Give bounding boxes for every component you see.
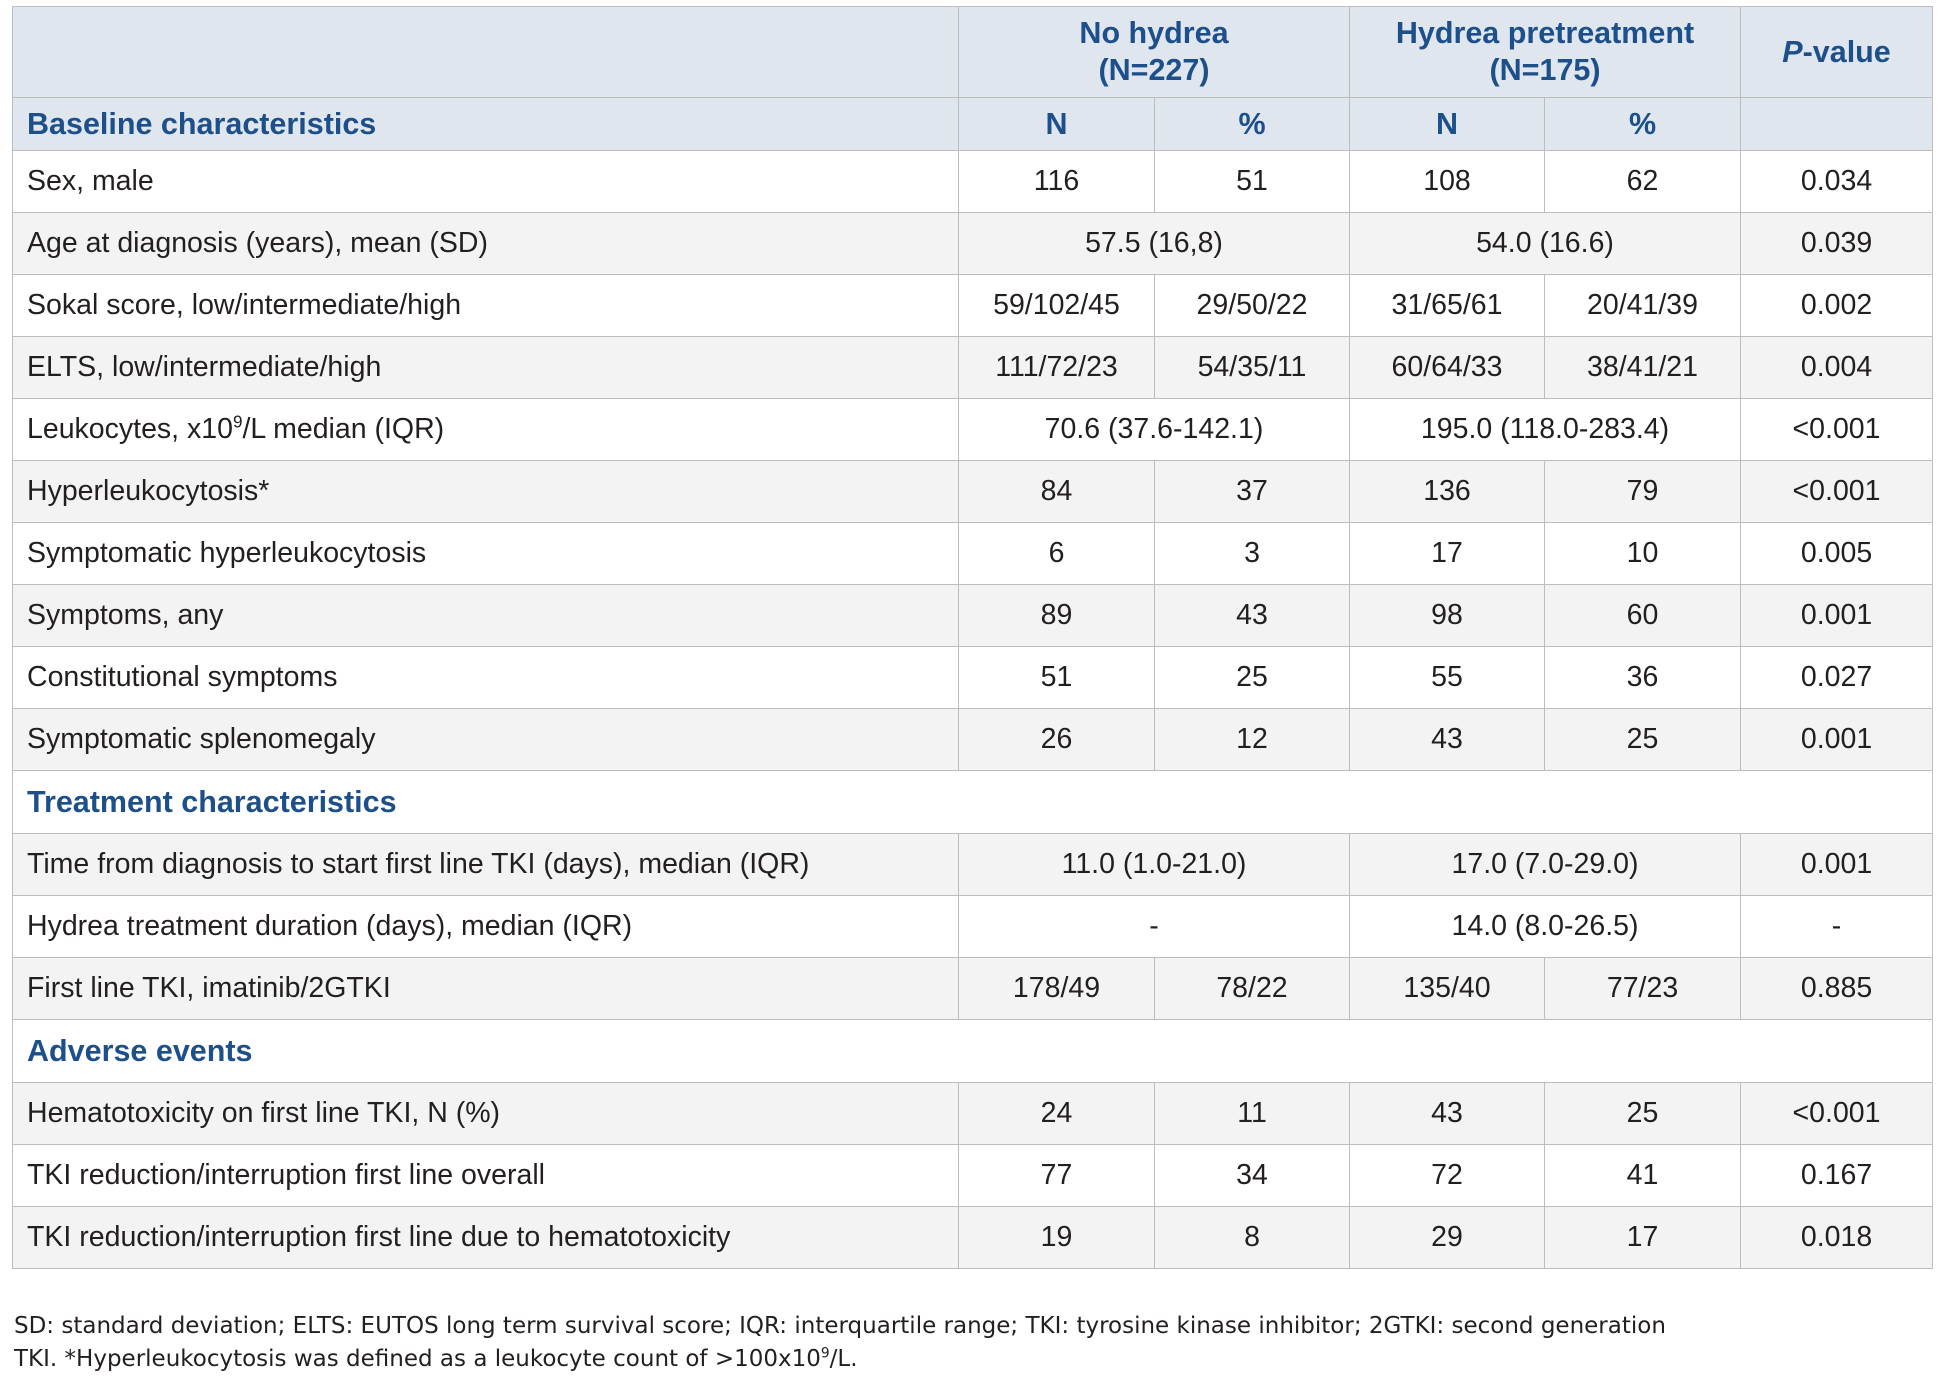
pvalue-p: P [1782, 34, 1803, 69]
cell-pct: 25 [1545, 709, 1741, 771]
cell-merged: 17.0 (7.0-29.0) [1350, 834, 1741, 896]
cell-n: 59/102/45 [959, 275, 1155, 337]
cell-n: 89 [959, 585, 1155, 647]
cell-pct: 25 [1155, 647, 1350, 709]
cell-pct: 10 [1545, 523, 1741, 585]
subheader-pct: % [1545, 98, 1741, 151]
cell-pct: 36 [1545, 647, 1741, 709]
cell-n: 43 [1350, 1083, 1545, 1145]
label-text: /L median (IQR) [242, 413, 445, 445]
cell-pct: 78/22 [1155, 958, 1350, 1020]
cell-merged: - [959, 896, 1350, 958]
group-count: (N=175) [1489, 53, 1601, 87]
table-row [13, 337, 1933, 399]
group-count: (N=227) [1098, 53, 1210, 87]
footnote-line-2 [14, 1343, 1934, 1376]
cell-pct: 17 [1545, 1207, 1741, 1269]
cell-pct: 41 [1545, 1145, 1741, 1207]
group-name: No hydrea [1079, 16, 1229, 50]
cell-n: 84 [959, 461, 1155, 523]
cell-pvalue: <0.001 [1741, 461, 1933, 523]
cell-pvalue: 0.004 [1741, 337, 1933, 399]
cell-pct: 62 [1545, 151, 1741, 213]
row-label: Hematotoxicity on first line TKI, N (%) [13, 1083, 959, 1145]
cell-pct: 38/41/21 [1545, 337, 1741, 399]
row-label: Hyperleukocytosis* [13, 461, 959, 523]
cell-pvalue: 0.001 [1741, 834, 1933, 896]
cell-n: 135/40 [1350, 958, 1545, 1020]
header-row-groups [13, 7, 1933, 98]
row-label: TKI reduction/interruption first line overall [13, 1145, 959, 1207]
cell-pct: 51 [1155, 151, 1350, 213]
header-hydrea-pretreatment [1350, 7, 1741, 98]
row-label: TKI reduction/interruption first line due to hematotoxicity [13, 1207, 959, 1269]
header-row-subcolumns [13, 98, 1933, 151]
cell-n: 6 [959, 523, 1155, 585]
table-row [13, 1207, 1933, 1269]
cell-n: 77 [959, 1145, 1155, 1207]
cell-pct: 60 [1545, 585, 1741, 647]
cell-merged: 14.0 (8.0-26.5) [1350, 896, 1741, 958]
footnote-text: TKI. *Hyperleukocytosis was defined as a leukocyte count of >100x10 [14, 1346, 821, 1372]
cell-pct: 54/35/11 [1155, 337, 1350, 399]
footnote-text: /L. [829, 1346, 858, 1372]
cell-pvalue: 0.001 [1741, 585, 1933, 647]
cell-pvalue: - [1741, 896, 1933, 958]
cell-n: 29 [1350, 1207, 1545, 1269]
table-row [13, 1083, 1933, 1145]
row-label: Sokal score, low/intermediate/high [13, 275, 959, 337]
cell-pct: 37 [1155, 461, 1350, 523]
group-name: Hydrea pretreatment [1395, 16, 1695, 50]
cell-pct: 12 [1155, 709, 1350, 771]
cell-pvalue: 0.885 [1741, 958, 1933, 1020]
cell-pct: 79 [1545, 461, 1741, 523]
footnote-line-1: SD: standard deviation; ELTS: EUTOS long term survival score; IQR: interquartile range; TKI: tyrosine kinase inhibitor; 2GTKI: second generation [14, 1313, 1666, 1339]
row-label: Symptoms, any [13, 585, 959, 647]
row-label: First line TKI, imatinib/2GTKI [13, 958, 959, 1020]
cell-merged: 70.6 (37.6-142.1) [959, 399, 1350, 461]
cell-n: 72 [1350, 1145, 1545, 1207]
cell-merged: 11.0 (1.0-21.0) [959, 834, 1350, 896]
table-row [13, 834, 1933, 896]
table-row [13, 461, 1933, 523]
subheader-empty [1741, 98, 1933, 151]
table-footnote [14, 1310, 1934, 1376]
cell-n: 55 [1350, 647, 1545, 709]
row-label: Hydrea treatment duration (days), median (IQR) [13, 896, 959, 958]
row-label: Time from diagnosis to start first line TKI (days), median (IQR) [13, 834, 959, 896]
cell-pvalue: <0.001 [1741, 1083, 1933, 1145]
cell-n: 98 [1350, 585, 1545, 647]
cell-merged: 57.5 (16,8) [959, 213, 1350, 275]
table-row [13, 896, 1933, 958]
cell-pct: 11 [1155, 1083, 1350, 1145]
table-row [13, 275, 1933, 337]
footnote-superscript: 9 [820, 1345, 830, 1362]
header-empty-cell [13, 7, 959, 98]
row-label: Symptomatic splenomegaly [13, 709, 959, 771]
label-text: Leukocytes, x10 [27, 413, 233, 445]
section-title-adverse: Adverse events [13, 1020, 1933, 1083]
cell-n: 51 [959, 647, 1155, 709]
cell-pct: 29/50/22 [1155, 275, 1350, 337]
cell-pct: 3 [1155, 523, 1350, 585]
cell-pvalue: <0.001 [1741, 399, 1933, 461]
table-row [13, 1145, 1933, 1207]
cell-pct: 25 [1545, 1083, 1741, 1145]
cell-n: 19 [959, 1207, 1155, 1269]
cell-n: 60/64/33 [1350, 337, 1545, 399]
cell-n: 111/72/23 [959, 337, 1155, 399]
row-label: ELTS, low/intermediate/high [13, 337, 959, 399]
pvalue-rest: -value [1802, 34, 1891, 69]
cell-pct: 20/41/39 [1545, 275, 1741, 337]
cell-pvalue: 0.027 [1741, 647, 1933, 709]
cell-n: 31/65/61 [1350, 275, 1545, 337]
cell-pct: 8 [1155, 1207, 1350, 1269]
cell-pvalue: 0.002 [1741, 275, 1933, 337]
section-title-treatment: Treatment characteristics [13, 771, 1933, 834]
cell-n: 108 [1350, 151, 1545, 213]
section-title-baseline: Baseline characteristics [13, 98, 959, 151]
cell-n: 116 [959, 151, 1155, 213]
table-row [13, 958, 1933, 1020]
table-row [13, 523, 1933, 585]
header-no-hydrea [959, 7, 1350, 98]
table-row [13, 151, 1933, 213]
cell-n: 17 [1350, 523, 1545, 585]
cell-pvalue: 0.039 [1741, 213, 1933, 275]
header-pvalue [1741, 7, 1933, 98]
subheader-n: N [959, 98, 1155, 151]
subheader-n: N [1350, 98, 1545, 151]
cell-n: 178/49 [959, 958, 1155, 1020]
cell-pct: 34 [1155, 1145, 1350, 1207]
row-label: Sex, male [13, 151, 959, 213]
table-row [13, 709, 1933, 771]
section-row-adverse [13, 1020, 1933, 1083]
table-row [13, 399, 1933, 461]
cell-pvalue: 0.001 [1741, 709, 1933, 771]
cell-n: 43 [1350, 709, 1545, 771]
cell-pct: 77/23 [1545, 958, 1741, 1020]
cell-pvalue: 0.167 [1741, 1145, 1933, 1207]
cell-merged: 195.0 (118.0-283.4) [1350, 399, 1741, 461]
table-row [13, 647, 1933, 709]
cell-n: 24 [959, 1083, 1155, 1145]
row-label [13, 399, 959, 461]
cell-pct: 43 [1155, 585, 1350, 647]
row-label: Constitutional symptoms [13, 647, 959, 709]
cell-n: 136 [1350, 461, 1545, 523]
subheader-pct: % [1155, 98, 1350, 151]
cell-pvalue: 0.005 [1741, 523, 1933, 585]
data-table [12, 6, 1933, 1269]
table-row [13, 585, 1933, 647]
cell-n: 26 [959, 709, 1155, 771]
section-row-treatment [13, 771, 1933, 834]
cell-pvalue: 0.034 [1741, 151, 1933, 213]
row-label: Age at diagnosis (years), mean (SD) [13, 213, 959, 275]
cell-pvalue: 0.018 [1741, 1207, 1933, 1269]
row-label: Symptomatic hyperleukocytosis [13, 523, 959, 585]
label-superscript: 9 [232, 412, 243, 432]
cell-merged: 54.0 (16.6) [1350, 213, 1741, 275]
table-row [13, 213, 1933, 275]
